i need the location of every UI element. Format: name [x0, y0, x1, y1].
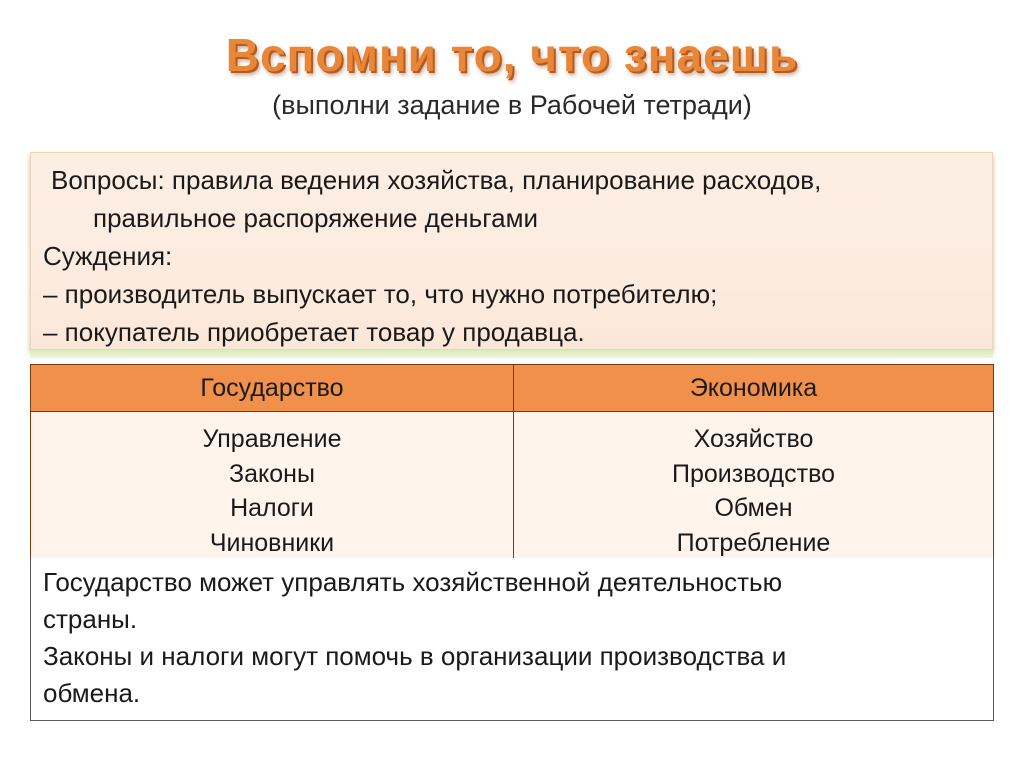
slide-subtitle: (выполни задание в Рабочей тетради): [272, 90, 752, 120]
judgement-item: – покупатель приобретает товар у продавца.: [43, 317, 585, 347]
list-item: Производство: [671, 459, 835, 488]
list-item: Управление: [202, 425, 342, 453]
questions-line-continued: правильное распоряжение деньгами: [93, 203, 538, 233]
conclusion-line: Государство может управлять хозяйственной деятельностью: [43, 567, 783, 597]
state-cell: [31, 412, 514, 561]
slide-title: Вспомни то, что знаешь: [225, 29, 799, 81]
table-header-row: [31, 365, 994, 412]
questions-line: Вопросы: правила ведения хозяйства, планирование расходов,: [51, 165, 822, 195]
list-item: Законы: [229, 459, 315, 488]
conclusion-line: Законы и налоги могут помочь в организации производства и: [43, 641, 787, 671]
list-item: Обмен: [714, 494, 793, 522]
comparison-table: [30, 364, 994, 561]
judgements-label: Суждения:: [43, 241, 173, 271]
questions-box: [30, 152, 993, 350]
list-item: Чиновники: [209, 528, 335, 557]
conclusion-line: обмена.: [43, 678, 141, 708]
header-economy: Экономика: [514, 365, 994, 412]
list-item: Потребление: [676, 528, 831, 557]
divider-strip: [30, 350, 993, 358]
table-row: [31, 412, 994, 561]
conclusion-line: страны.: [43, 604, 138, 634]
economy-cell: [514, 412, 994, 561]
list-item: Налоги: [230, 494, 314, 522]
list-item: Хозяйство: [693, 425, 814, 453]
judgement-item: – производитель выпускает то, что нужно потребителю;: [43, 279, 718, 309]
conclusion-box: [30, 558, 994, 721]
header-state: Государство: [31, 365, 514, 412]
